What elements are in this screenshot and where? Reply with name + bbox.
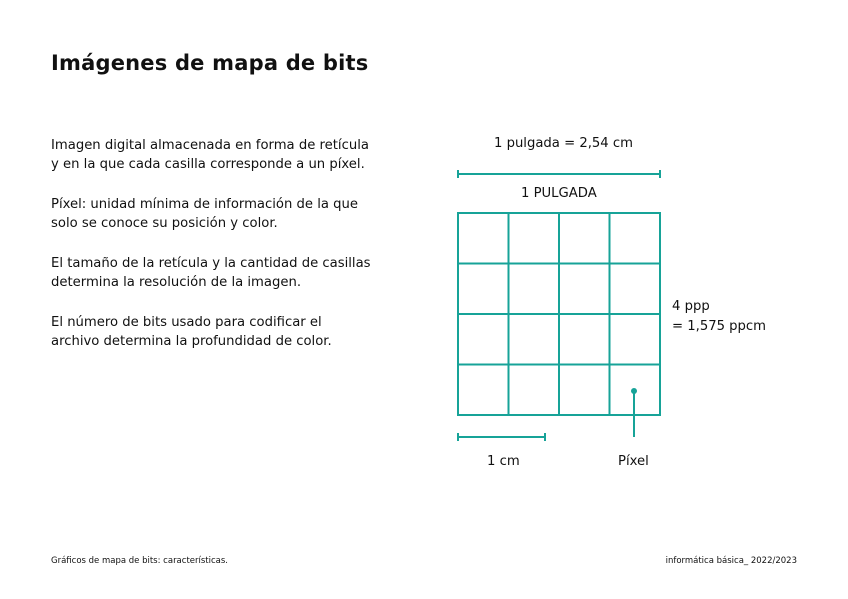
pixel-cell <box>458 314 509 365</box>
paragraph-line: y en la que cada casilla corresponde a un píxel. <box>51 157 365 172</box>
resolution-label <box>672 297 766 337</box>
pixel-label: Píxel <box>618 454 649 469</box>
pixel-cell <box>509 314 560 365</box>
page-title: Imágenes de mapa de bits <box>51 51 369 75</box>
pixel-cell <box>458 264 509 315</box>
inch-equivalence-label: 1 pulgada = 2,54 cm <box>494 136 633 151</box>
pixel-cell <box>509 264 560 315</box>
cm-label: 1 cm <box>487 454 520 469</box>
paragraph-line: determina la resolución de la imagen. <box>51 275 302 290</box>
ppcm-value: = 1,575 ppcm <box>672 319 767 334</box>
pixel-grid <box>458 213 660 415</box>
pixel-cell <box>559 365 610 416</box>
footer-course: informática básica_ 2022/2023 <box>665 556 797 566</box>
paragraph-line: Imagen digital almacenada en forma de retícula <box>51 138 369 153</box>
pixel-cell <box>458 213 509 264</box>
paragraph-line: solo se conoce su posición y color. <box>51 216 278 231</box>
ppp-value: 4 ppp <box>672 299 710 314</box>
paragraph-line: archivo determina la profundidad de color. <box>51 334 332 349</box>
paragraph-line: Píxel: unidad mínima de información de la que <box>51 197 358 212</box>
pixel-cell <box>559 264 610 315</box>
pixel-cell <box>610 314 661 365</box>
inch-measure-bar <box>458 170 660 178</box>
pixel-cell <box>610 213 661 264</box>
paragraph-line: El número de bits usado para codificar el <box>51 315 322 330</box>
inch-caption-label: 1 PULGADA <box>521 186 597 201</box>
pixel-cell <box>458 365 509 416</box>
pixel-cell <box>559 314 610 365</box>
footer-subject: Gráficos de mapa de bits: características. <box>51 556 228 566</box>
pixel-cell <box>509 365 560 416</box>
cm-measure-bar <box>458 433 545 441</box>
pixel-cell <box>509 213 560 264</box>
pixel-pointer <box>631 388 637 437</box>
pixel-cell <box>559 213 610 264</box>
pixel-cell <box>610 264 661 315</box>
paragraph-line: El tamaño de la retícula y la cantidad de casillas <box>51 256 371 271</box>
